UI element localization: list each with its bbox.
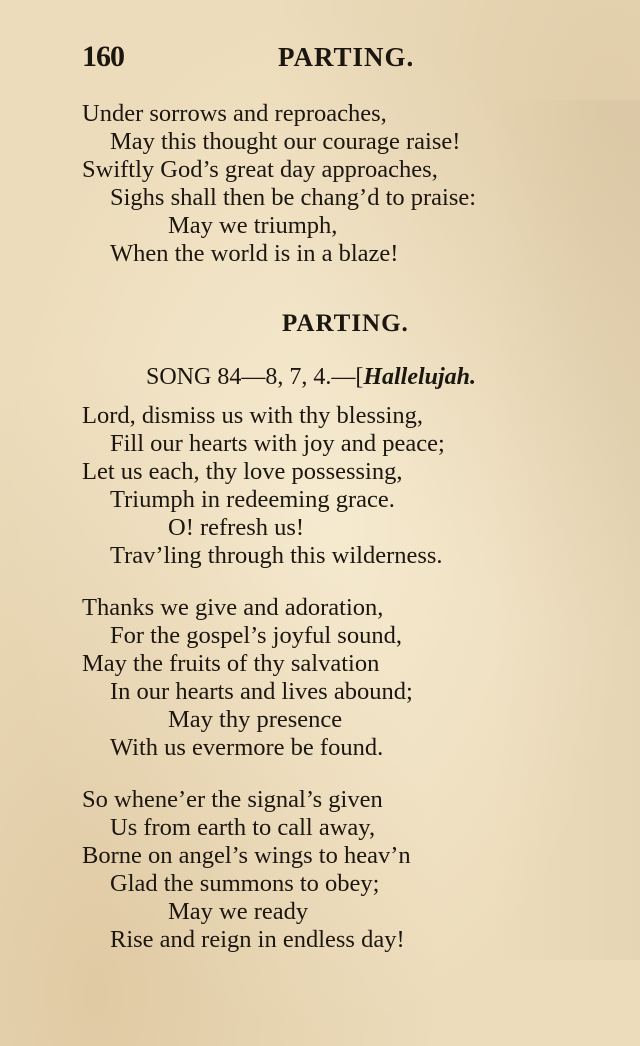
- song-label: SONG 84—8, 7, 4.—[: [146, 364, 364, 390]
- verse-line: Under sorrows and reproaches,: [82, 100, 387, 127]
- stanza: [82, 100, 476, 268]
- verse-line: Sighs shall then be chang’d to praise:: [110, 184, 477, 211]
- verse-line: Borne on angel’s wings to heav’n: [82, 842, 411, 869]
- verse-line: For the gospel’s joyful sound,: [110, 622, 402, 649]
- show-through-texture: [490, 100, 640, 960]
- verse-line: Thanks we give and adoration,: [82, 594, 384, 621]
- verse-line: Trav’ling through this wilderness.: [110, 542, 443, 569]
- verse-line: In our hearts and lives abound;: [110, 678, 413, 705]
- verse-line: May the fruits of thy salvation: [82, 650, 380, 677]
- verse-line: Lord, dismiss us with thy blessing,: [82, 402, 423, 429]
- running-title: PARTING.: [278, 42, 415, 72]
- hymn-title: PARTING.: [282, 310, 409, 337]
- verse-line: Swiftly God’s great day approaches,: [82, 156, 438, 183]
- verse-line: May thy presence: [168, 706, 343, 733]
- verse-line: Triumph in redeeming grace.: [110, 486, 395, 513]
- stanza: [82, 786, 411, 954]
- verse-line: Let us each, thy love possessing,: [82, 458, 403, 485]
- song-meta: [146, 364, 476, 391]
- verse-line: Glad the summons to obey;: [110, 870, 380, 897]
- verse-line: Fill our hearts with joy and peace;: [110, 430, 445, 457]
- verse-line: O! refresh us!: [168, 514, 305, 541]
- verse-line: With us evermore be found.: [110, 734, 384, 761]
- stanza: [82, 594, 413, 762]
- verse-line: May this thought our courage raise!: [110, 128, 461, 155]
- tune-name: Hallelujah.: [363, 364, 477, 390]
- verse-line: When the world is in a blaze!: [110, 240, 399, 267]
- verse-line: Rise and reign in endless day!: [110, 926, 405, 953]
- verse-line: Us from earth to call away,: [110, 814, 376, 841]
- verse-line: May we triumph,: [168, 212, 338, 239]
- page-header: [0, 40, 640, 80]
- verse-line: So whene’er the signal’s given: [82, 786, 383, 813]
- verse-line: May we ready: [168, 898, 309, 925]
- page-number: 160: [82, 40, 124, 73]
- stanza: [82, 402, 445, 570]
